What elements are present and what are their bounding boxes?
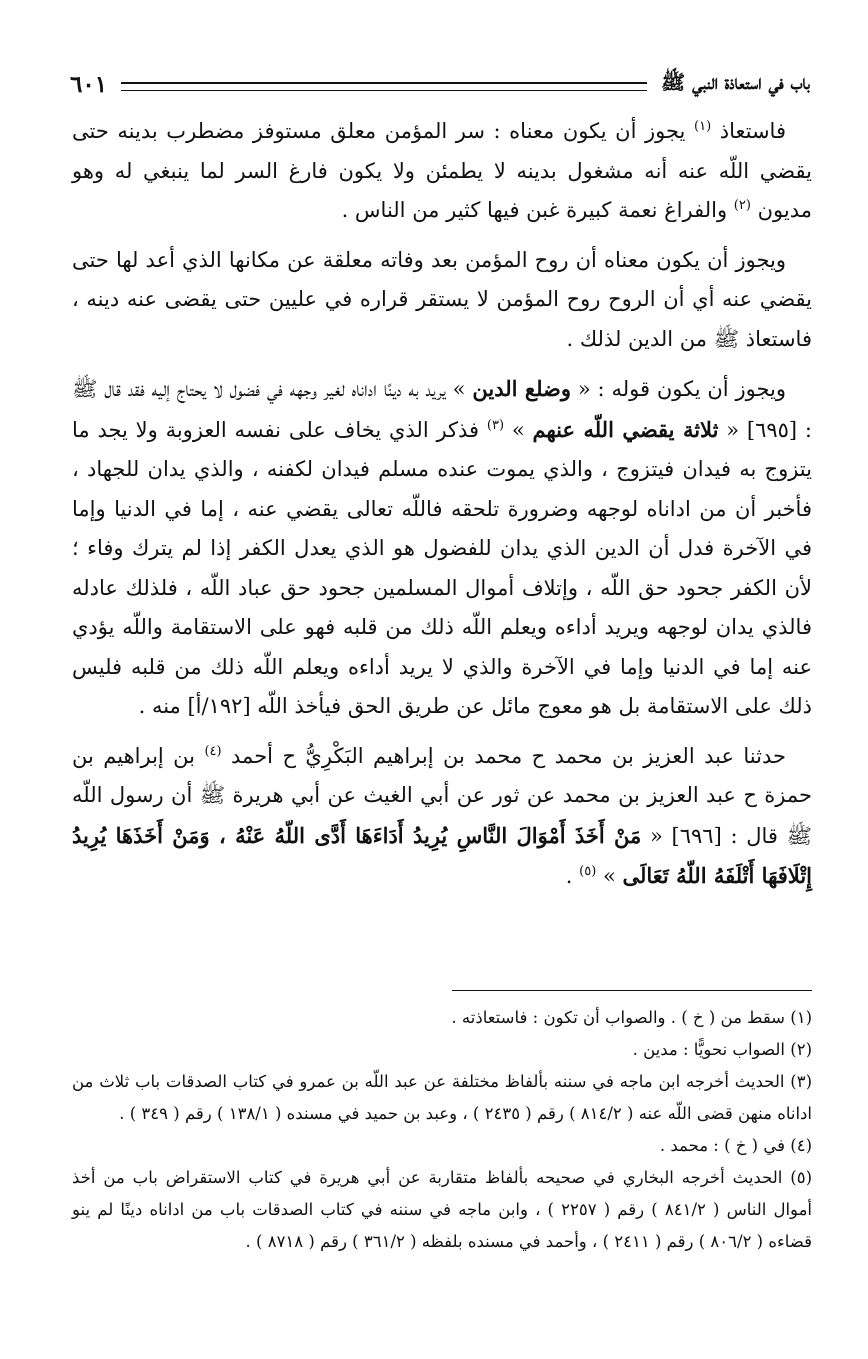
footnote-ref-4[interactable]: (٤) [204, 743, 222, 759]
main-text [72, 112, 812, 907]
footnote-2: (٢) الصواب نحويًّا : مدين . [632, 1040, 812, 1059]
p3-text-b: » يريد به دينًا اداناه لغير وجهه في فضول لا يحتاج إليه فقد قال ﷺ : [٦٩٥] « [72, 377, 812, 442]
paragraph-2 [72, 241, 812, 360]
p3-text-a: ويجوز أن يكون قوله : « [577, 377, 786, 401]
p4-text-b: بن إبراهيم بن حمزة ح عبد العزيز بن محمد عن ثور عن أبي الغيث عن أبي هريرة ﷺ أن رسول اللّه ﷺ قال : [٦٩٦] « [72, 743, 813, 848]
footnote-5: (٥) الحديث أخرجه البخاري في صحيحه بألفاظ متقاربة عن أبي هريرة في كتاب الاستقراض باب من أخذ أموال الناس ( ٨٤١/٢ ) رقم ( ٢٢٥٧ ) ، وابن ماجه في سننه في كتاب الصدقات باب من اداناه دينًا لم ينو قضاءه ( ٨٠٦/٢ ) رقم ( ٢٤١١ ) ، وأحمد في مسنده بلفظه ( ٣٦١/٢ ) رقم ( ٨٧١٨ ) . [72, 1168, 812, 1251]
paragraph-1 [72, 112, 812, 231]
footnote-ref-1[interactable]: (١) [694, 119, 712, 134]
page-number: ٦٠١ [70, 70, 108, 98]
p3-bold-quote-1: وضلع الدين [472, 376, 572, 401]
running-title: باب في استعاذة النبي ﷺ [661, 69, 810, 94]
p3-text-c: » [511, 417, 525, 442]
p4-bold-hadith: مَنْ أَخَذَ أَمْوَالَ النَّاسِ يُرِيدُ أَدَاءَهَا أَدَّى اللّهُ عَنْهُ ، وَمَنْ أَخَذَهَا يُرِيدُ إِتْلَافَهَا أَتْلَفَهُ اللّهُ تَعَالَى [72, 822, 812, 888]
footnote-ref-3[interactable]: (٣) [486, 417, 505, 433]
footnote-ref-5[interactable]: (٥) [579, 864, 597, 879]
p1-text-c: والفراغ نعمة كبيرة غبن فيها كثير من الناس . [341, 198, 728, 222]
footnote-separator [452, 990, 812, 991]
p3-bold-hadith: ثلاثة يقضي اللّه عنهم [532, 416, 719, 442]
footnote-ref-2[interactable]: (٢) [733, 198, 751, 213]
p2-text: ويجوز أن يكون معناه أن روح المؤمن بعد وفاته معلقة عن مكانها الذي أعد لها حتى يقضي عنه أي أن الروح روح المؤمن لا يستقر قراره في عليين حتى يقضى عنه دينه ، فاستعاذ ﷺ من الدين لذلك . [72, 247, 812, 351]
footnote-3: (٣) الحديث أخرجه ابن ماجه في سننه بألفاظ مختلفة عن عبد اللّه بن عمرو في كتاب الصدقات باب ثلاث من اداناه منهن قضى اللّه عنه ( ٨١٤/٢ ) رقم ( ٢٤٣٥ ) ، وعبد بن حميد في مسنده ( ١٣٨/١ ) رقم ( ٣٤٩ ) . [72, 1072, 812, 1123]
p1-text-a: فاستعاذ [719, 119, 786, 143]
p1-text-b: يجوز أن يكون معناه : سر المؤمن معلق مستوفز مضطرب بدينه حتى يقضي اللّه عنه أنه مشغول بدينه لا يطمئن ولا يكون فارغ السر لما ينبغي له وهو مديون [72, 119, 812, 222]
header-rule [121, 82, 647, 91]
p4-text-a: حدثنا عبد العزيز بن محمد ح محمد بن إبراهيم البَكْرِيُّ ح أحمد [231, 743, 786, 768]
p3-text-d: فذكر الذي يخاف على نفسه العزوبة ولا يجد ما يتزوج به فيدان فيتزوج ، والذي يموت عنده مسلم فيدان لكفنه ، والذي يدان للجهاد ، فأخبر أن من اداناه لوجهه وضرورة تلحقه فاللّه تعالى يقضي عنه ، إما في الدنيا وإما في الآخرة فدل أن الدين الذي يدان للفضول هو الذي يعدل الكفر إذا لم يترك وفاء ؛ لأن الكفر جحود حق اللّه ، وإتلاف أموال المسلمين جحود حق عباد اللّه ، فلذلك عادله فالذي يدان لوجهه ويريد أداءه ويعلم اللّه ذلك من قلبه فهو على الاستقامة واللّه يؤدي عنه إما في الدنيا وإما في الآخرة والذي لا يريد أداءه ويعلم اللّه ذلك من قلبه فليس ذلك على الاستقامة بل هو معوج مائل عن طريق الحق فيأخذ اللّه [١٩٢/أ] منه . [72, 417, 812, 718]
paragraph-3 [72, 369, 812, 727]
footnote-1: (١) سقط من ( خ ) . والصواب أن تكون : فاستعاذته . [451, 1008, 812, 1027]
page-header [70, 64, 810, 104]
footnotes [72, 1002, 812, 1258]
p4-text-d: . [565, 864, 573, 888]
p4-text-c: » [602, 864, 616, 888]
paragraph-4 [72, 737, 812, 897]
footnote-4: (٤) في ( خ ) : محمد . [659, 1136, 812, 1155]
